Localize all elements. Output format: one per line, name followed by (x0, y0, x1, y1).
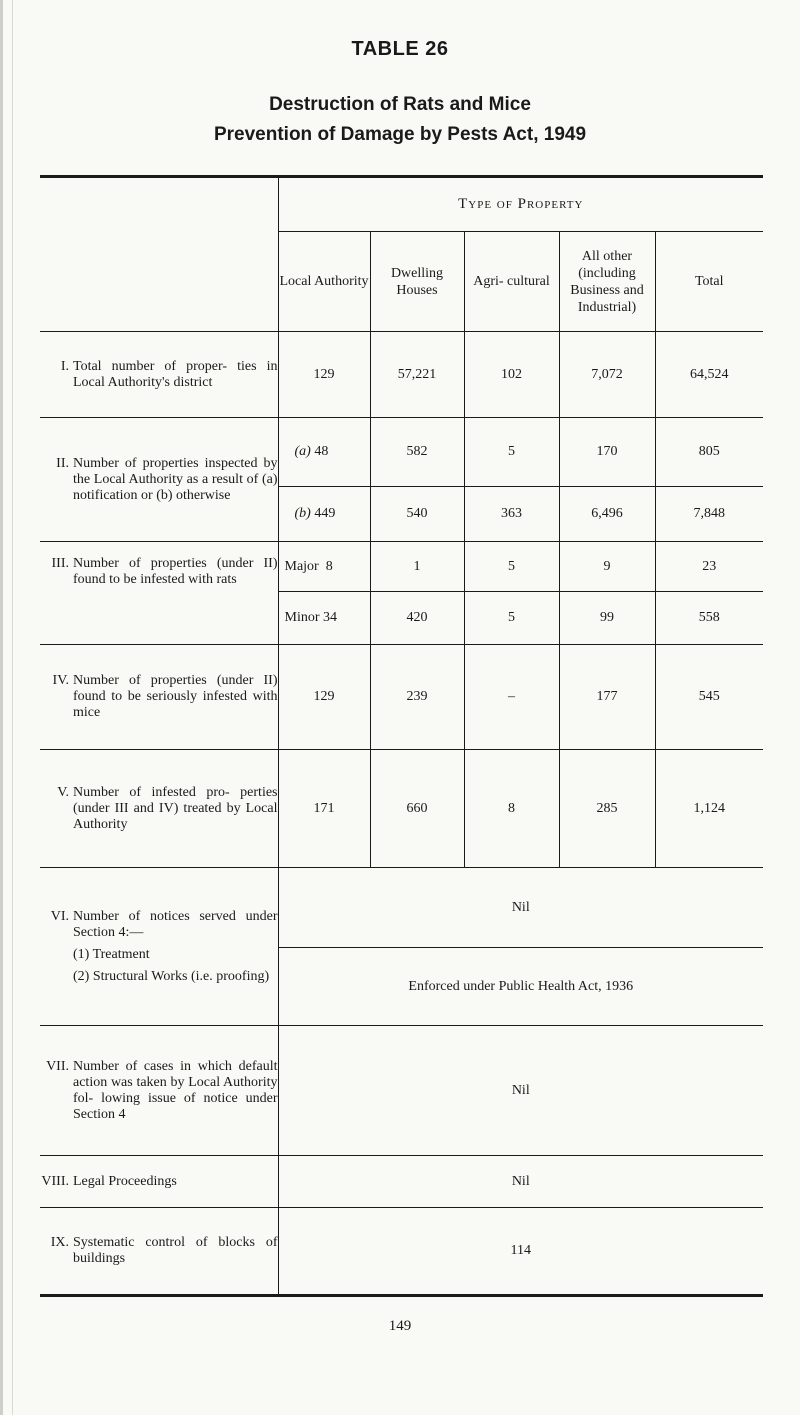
cell-value: 420 (370, 592, 464, 645)
page-subtitle-1: Destruction of Rats and Mice (269, 94, 531, 115)
table-row (40, 750, 763, 868)
cell-value: 363 (464, 487, 559, 542)
col-total: Total (655, 232, 763, 332)
cell-value: 102 (464, 332, 559, 418)
rats-mice-table (40, 175, 763, 1297)
cell-value: 5 (464, 418, 559, 487)
table-row (40, 868, 763, 948)
row-label: IV. Number of properties (under II) found to be seriously infested with mice (40, 645, 278, 750)
cell-value: Major 8 (278, 542, 370, 592)
col-dwelling-houses: Dwelling Houses (370, 232, 464, 332)
row-label: VIII. Legal Proceedings (40, 1156, 278, 1208)
cell-value: Nil (278, 868, 763, 948)
type-of-property-header: Type of Property (278, 177, 763, 232)
cell-value: 129 (278, 645, 370, 750)
col-local-authority: Local Authority (278, 232, 370, 332)
cell-value: – (464, 645, 559, 750)
row-label: VI. Number of notices served under Section 4:— (1) Treatment (2) Structural Works (i.e. proofing) (40, 868, 278, 1026)
cell-value: 558 (655, 592, 763, 645)
table-row (40, 645, 763, 750)
cell-value: Enforced under Public Health Act, 1936 (278, 948, 763, 1026)
cell-value: Nil (278, 1156, 763, 1208)
row-label: IX. Systematic control of blocks of buildings (40, 1208, 278, 1296)
cell-value: 7,848 (655, 487, 763, 542)
cell-value: 64,524 (655, 332, 763, 418)
cell-value: 8 (464, 750, 559, 868)
cell-value: Nil (278, 1026, 763, 1156)
row-label: V. Number of infested pro- perties (under III and IV) treated by Local Authority (40, 750, 278, 868)
cell-value: 129 (278, 332, 370, 418)
cell-value: 540 (370, 487, 464, 542)
cell-value: 1 (370, 542, 464, 592)
cell-value: 1,124 (655, 750, 763, 868)
cell-value: 170 (559, 418, 655, 487)
cell-value: 7,072 (559, 332, 655, 418)
table-row (40, 418, 763, 487)
row-label: II. Number of properties inspected by the Local Authority as a result of (a) notification or (b) otherwise (40, 418, 278, 542)
table-row (40, 1026, 763, 1156)
row-label: III. Number of properties (under II) found to be infested with rats (40, 542, 278, 645)
cell-value: 23 (655, 542, 763, 592)
cell-value: 5 (464, 542, 559, 592)
cell-value: 805 (655, 418, 763, 487)
page-edge (0, 0, 3, 1415)
cell-value: 171 (278, 750, 370, 868)
cell-value: 57,221 (370, 332, 464, 418)
table-row (40, 332, 763, 418)
cell-value: 6,496 (559, 487, 655, 542)
col-agricultural: Agri- cultural (464, 232, 559, 332)
cell-value: 9 (559, 542, 655, 592)
cell-value: 660 (370, 750, 464, 868)
page-title: TABLE 26 (351, 38, 449, 60)
cell-value: 177 (559, 645, 655, 750)
cell-value: 99 (559, 592, 655, 645)
cell-value: 582 (370, 418, 464, 487)
cell-value: 239 (370, 645, 464, 750)
page-binding-line (12, 0, 13, 1415)
cell-value: 285 (559, 750, 655, 868)
row-sublabel: (1) Treatment (73, 946, 150, 962)
col-all-other: All other (including Business and Industrial) (559, 232, 655, 332)
page-number: 149 (388, 1318, 412, 1334)
cell-value: Minor 34 (278, 592, 370, 645)
row-label: VII. Number of cases in which default action was taken by Local Authority fol- lowing issue of notice under Section 4 (40, 1026, 278, 1156)
cell-value: (a) 48 (278, 418, 370, 487)
table-row (40, 542, 763, 592)
page-subtitle-2: Prevention of Damage by Pests Act, 1949 (213, 124, 587, 145)
header-blank-cell (40, 177, 278, 332)
cell-value: (b) 449 (278, 487, 370, 542)
table-row (40, 1208, 763, 1296)
row-label: I. Total number of proper- ties in Local Authority's district (40, 332, 278, 418)
cell-value: 545 (655, 645, 763, 750)
table-row (40, 1156, 763, 1208)
cell-value: 114 (278, 1208, 763, 1296)
cell-value: 5 (464, 592, 559, 645)
row-sublabel: (2) Structural Works (i.e. proofing) (73, 968, 270, 984)
